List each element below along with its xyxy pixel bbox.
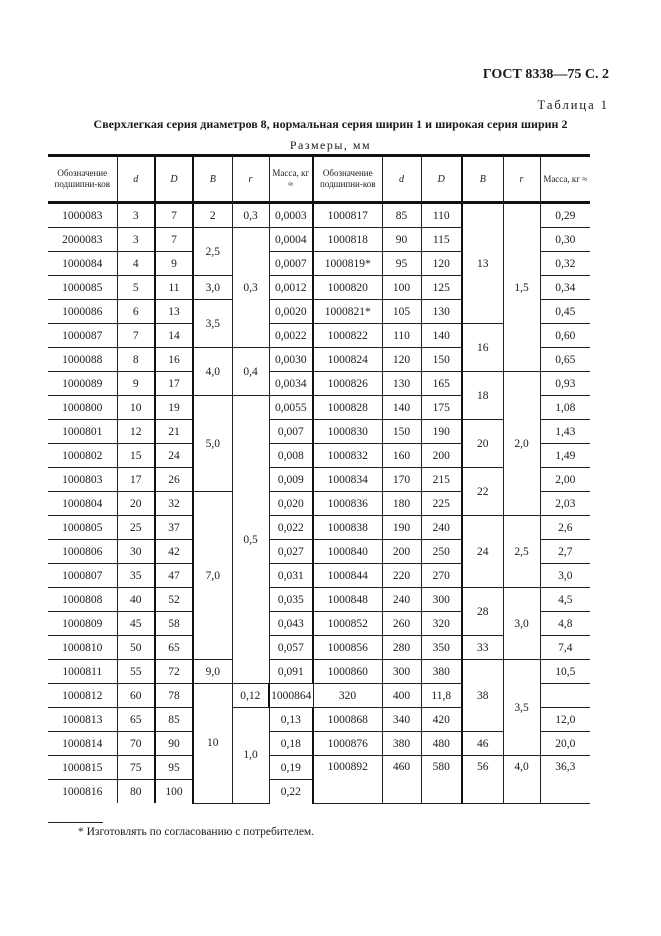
code-cell: 1000083 (48, 203, 117, 228)
D-cell: 215 (421, 468, 462, 492)
mass-cell: 2,7 (540, 540, 590, 564)
D-cell: 14 (155, 324, 193, 348)
D-cell: 32 (155, 492, 193, 516)
d-cell: 340 (382, 708, 421, 732)
D-cell: 7 (155, 203, 193, 228)
D-cell: 350 (421, 636, 462, 660)
mass-cell: 2,6 (540, 516, 590, 540)
code-cell: 1000816 (48, 780, 117, 804)
B-cell: 3,5 (193, 300, 232, 348)
d-cell: 85 (382, 203, 421, 228)
d-cell: 280 (382, 636, 421, 660)
code-cell: 1000860 (313, 660, 382, 684)
d-cell: 160 (382, 444, 421, 468)
mass-cell: 0,18 (269, 732, 313, 756)
code-cell: 1000864 (269, 684, 313, 708)
code-cell: 1000809 (48, 612, 117, 636)
code-cell: 1000815 (48, 756, 117, 780)
mass-cell: 0,043 (269, 612, 313, 636)
code-cell: 1000832 (313, 444, 382, 468)
mass-cell: 0,12 (232, 684, 269, 708)
D-cell: 320 (421, 612, 462, 636)
mass-cell: 0,009 (269, 468, 313, 492)
d-cell: 7 (117, 324, 155, 348)
d-cell: 240 (382, 588, 421, 612)
d-cell: 10 (117, 396, 155, 420)
col-B-2: B (462, 156, 503, 203)
d-cell: 170 (382, 468, 421, 492)
d-cell: 12 (117, 420, 155, 444)
code-cell: 1000801 (48, 420, 117, 444)
code-cell: 1000807 (48, 564, 117, 588)
d-cell: 3 (117, 203, 155, 228)
d-cell: 100 (382, 276, 421, 300)
d-cell: 320 (313, 684, 382, 708)
B-cell: 13 (462, 203, 503, 324)
D-cell: 78 (155, 684, 193, 708)
B-cell: 18 (462, 372, 503, 420)
d-cell: 17 (117, 468, 155, 492)
D-cell: 26 (155, 468, 193, 492)
B-cell: 4,0 (193, 348, 232, 396)
D-cell: 9 (155, 252, 193, 276)
table-row (48, 756, 590, 780)
mass-cell: 0,007 (269, 420, 313, 444)
D-cell: 175 (421, 396, 462, 420)
D-cell: 115 (421, 228, 462, 252)
D-cell: 190 (421, 420, 462, 444)
code-cell: 1000834 (313, 468, 382, 492)
r-cell: 2,5 (503, 516, 540, 588)
B-cell: 56 (462, 756, 503, 804)
code-cell: 1000892 (313, 756, 382, 804)
D-cell: 420 (421, 708, 462, 732)
col-D-2: D (421, 156, 462, 203)
code-cell: 1000810 (48, 636, 117, 660)
D-cell: 19 (155, 396, 193, 420)
d-cell: 140 (382, 396, 421, 420)
code-cell: 1000844 (313, 564, 382, 588)
D-cell: 225 (421, 492, 462, 516)
d-cell: 70 (117, 732, 155, 756)
mass-cell: 0,0012 (269, 276, 313, 300)
D-cell: 110 (421, 203, 462, 228)
r-cell: 0,4 (232, 348, 269, 396)
D-cell: 24 (155, 444, 193, 468)
code-cell: 1000805 (48, 516, 117, 540)
mass-cell: 0,22 (269, 780, 313, 804)
table-row (48, 372, 590, 396)
mass-cell: 0,0020 (269, 300, 313, 324)
B-cell: 9,0 (193, 660, 232, 684)
mass-cell: 0,45 (540, 300, 590, 324)
mass-cell: 0,60 (540, 324, 590, 348)
d-cell: 45 (117, 612, 155, 636)
table-row (48, 516, 590, 540)
mass-cell: 0,027 (269, 540, 313, 564)
mass-cell: 0,020 (269, 492, 313, 516)
D-cell: 42 (155, 540, 193, 564)
B-cell: 7,0 (193, 492, 232, 660)
r-cell: 0,3 (232, 228, 269, 348)
D-cell: 17 (155, 372, 193, 396)
D-cell: 7 (155, 228, 193, 252)
col-B: B (193, 156, 232, 203)
mass-cell: 0,057 (269, 636, 313, 660)
B-cell: 24 (462, 516, 503, 588)
code-cell: 1000817 (313, 203, 382, 228)
code-cell: 1000822 (313, 324, 382, 348)
r-cell: 1,5 (503, 203, 540, 372)
r-cell: 0,5 (232, 396, 269, 684)
mass-cell: 0,008 (269, 444, 313, 468)
D-cell: 13 (155, 300, 193, 324)
mass-cell: 10,5 (540, 660, 590, 684)
table-row (48, 203, 590, 228)
r-cell: 3,5 (503, 660, 540, 756)
D-cell: 165 (421, 372, 462, 396)
D-cell: 120 (421, 252, 462, 276)
D-cell: 480 (421, 732, 462, 756)
d-cell: 5 (117, 276, 155, 300)
B-cell: 10 (193, 684, 232, 804)
code-cell: 1000824 (313, 348, 382, 372)
mass-cell: 0,0034 (269, 372, 313, 396)
B-cell: 3,0 (193, 276, 232, 300)
D-cell: 270 (421, 564, 462, 588)
mass-cell: 36,3 (540, 756, 590, 804)
mass-cell: 2,00 (540, 468, 590, 492)
code-cell: 1000806 (48, 540, 117, 564)
mass-cell: 0,13 (269, 708, 313, 732)
D-cell: 250 (421, 540, 462, 564)
d-cell: 300 (382, 660, 421, 684)
d-cell: 130 (382, 372, 421, 396)
table-title: Сверхлегкая серия диаметров 8, нормальная серия ширин 1 и широкая серия ширин 2 (93, 117, 568, 131)
D-cell: 52 (155, 588, 193, 612)
d-cell: 90 (382, 228, 421, 252)
B-cell: 33 (462, 636, 503, 660)
B-cell: 20 (462, 420, 503, 468)
mass-cell: 0,32 (540, 252, 590, 276)
B-cell: 5,0 (193, 396, 232, 492)
D-cell: 240 (421, 516, 462, 540)
footnote-divider (48, 822, 103, 823)
code-cell: 1000811 (48, 660, 117, 684)
code-cell: 1000840 (313, 540, 382, 564)
col-r: r (232, 156, 269, 203)
B-cell: 16 (462, 324, 503, 372)
code-cell: 1000838 (313, 516, 382, 540)
code-cell: 1000085 (48, 276, 117, 300)
mass-cell: 0,19 (269, 756, 313, 780)
mass-cell: 0,0055 (269, 396, 313, 420)
d-cell: 200 (382, 540, 421, 564)
code-cell: 1000820 (313, 276, 382, 300)
D-cell: 90 (155, 732, 193, 756)
code-cell: 1000814 (48, 732, 117, 756)
code-cell: 1000818 (313, 228, 382, 252)
col-mass: Масса, кг ≈ (269, 156, 313, 203)
col-D: D (155, 156, 193, 203)
d-cell: 65 (117, 708, 155, 732)
D-cell: 85 (155, 708, 193, 732)
d-cell: 80 (117, 780, 155, 804)
D-cell: 37 (155, 516, 193, 540)
mass-cell: 0,091 (269, 660, 313, 684)
mass-cell: 1,49 (540, 444, 590, 468)
header-row (48, 156, 590, 203)
d-cell: 260 (382, 612, 421, 636)
mass-cell: 1,08 (540, 396, 590, 420)
code-cell: 1000086 (48, 300, 117, 324)
d-cell: 50 (117, 636, 155, 660)
code-cell: 2000083 (48, 228, 117, 252)
mass-cell: 0,65 (540, 348, 590, 372)
code-cell: 1000876 (313, 732, 382, 756)
r-cell: 3,0 (503, 588, 540, 660)
mass-cell: 0,93 (540, 372, 590, 396)
col-code: Обозначение подшипни-ков (48, 156, 117, 203)
D-cell: 200 (421, 444, 462, 468)
code-cell: 1000828 (313, 396, 382, 420)
code-cell: 1000813 (48, 708, 117, 732)
bearings-table (48, 154, 590, 804)
D-cell: 130 (421, 300, 462, 324)
B-cell: 2 (193, 203, 232, 228)
D-cell: 72 (155, 660, 193, 684)
mass-cell: 0,031 (269, 564, 313, 588)
mass-cell: 12,0 (540, 708, 590, 732)
D-cell: 380 (421, 660, 462, 684)
code-cell: 1000852 (313, 612, 382, 636)
d-cell: 3 (117, 228, 155, 252)
B-cell: 22 (462, 468, 503, 516)
D-cell: 400 (382, 684, 421, 708)
mass-cell: 0,0022 (269, 324, 313, 348)
code-cell: 1000089 (48, 372, 117, 396)
D-cell: 11 (155, 276, 193, 300)
code-cell: 1000808 (48, 588, 117, 612)
B-cell: 2,5 (193, 228, 232, 276)
D-cell: 16 (155, 348, 193, 372)
table-row (48, 660, 590, 684)
d-cell: 220 (382, 564, 421, 588)
code-cell: 1000821* (313, 300, 382, 324)
code-cell: 1000848 (313, 588, 382, 612)
D-cell: 150 (421, 348, 462, 372)
D-cell: 580 (421, 756, 462, 804)
r-cell: 4,0 (503, 756, 540, 804)
d-cell: 95 (382, 252, 421, 276)
d-cell: 30 (117, 540, 155, 564)
col-d-2: d (382, 156, 421, 203)
d-cell: 40 (117, 588, 155, 612)
d-cell: 75 (117, 756, 155, 780)
D-cell: 58 (155, 612, 193, 636)
d-cell: 8 (117, 348, 155, 372)
d-cell: 6 (117, 300, 155, 324)
mass-cell: 2,03 (540, 492, 590, 516)
B-cell: 28 (462, 588, 503, 636)
mass-cell: 0,29 (540, 203, 590, 228)
D-cell: 95 (155, 756, 193, 780)
mass-cell: 7,4 (540, 636, 590, 660)
code-cell: 1000084 (48, 252, 117, 276)
D-cell: 300 (421, 588, 462, 612)
d-cell: 105 (382, 300, 421, 324)
D-cell: 140 (421, 324, 462, 348)
code-cell: 1000088 (48, 348, 117, 372)
d-cell: 60 (117, 684, 155, 708)
code-cell: 1000803 (48, 468, 117, 492)
standard-number: ГОСТ 8338—75 С. 2 (482, 67, 609, 82)
table-row (48, 588, 590, 612)
d-cell: 150 (382, 420, 421, 444)
d-cell: 55 (117, 660, 155, 684)
D-cell: 21 (155, 420, 193, 444)
code-cell: 1000819* (313, 252, 382, 276)
mass-cell: 4,8 (540, 612, 590, 636)
col-mass-2: Масса, кг ≈ (540, 156, 590, 203)
code-cell: 1000800 (48, 396, 117, 420)
code-cell: 1000826 (313, 372, 382, 396)
code-cell: 1000868 (313, 708, 382, 732)
d-cell: 180 (382, 492, 421, 516)
col-d: d (117, 156, 155, 203)
mass-cell: 0,0030 (269, 348, 313, 372)
mass-cell: 0,0007 (269, 252, 313, 276)
d-cell: 15 (117, 444, 155, 468)
mass-cell: 20,0 (540, 732, 590, 756)
mass-cell: 0,0003 (269, 203, 313, 228)
d-cell: 110 (382, 324, 421, 348)
mass-cell: 0,022 (269, 516, 313, 540)
d-cell: 4 (117, 252, 155, 276)
d-cell: 190 (382, 516, 421, 540)
d-cell: 20 (117, 492, 155, 516)
mass-cell: 0,30 (540, 228, 590, 252)
mass-cell: 11,8 (421, 684, 462, 708)
col-code-2: Обозначение подшипни-ков (313, 156, 382, 203)
col-r-2: r (503, 156, 540, 203)
mass-cell: 0,035 (269, 588, 313, 612)
footnote: * Изготовлять по согласованию с потребителем. (78, 826, 315, 838)
code-cell: 1000830 (313, 420, 382, 444)
units-caption: Размеры, мм (289, 138, 372, 152)
d-cell: 9 (117, 372, 155, 396)
mass-cell: 4,5 (540, 588, 590, 612)
mass-cell: 1,43 (540, 420, 590, 444)
B-cell: 38 (462, 660, 503, 732)
d-cell: 380 (382, 732, 421, 756)
D-cell: 47 (155, 564, 193, 588)
d-cell: 35 (117, 564, 155, 588)
table-label: Таблица 1 (537, 98, 609, 112)
r-cell: 1,0 (232, 708, 269, 804)
mass-cell: 0,34 (540, 276, 590, 300)
code-cell: 1000802 (48, 444, 117, 468)
code-cell: 1000836 (313, 492, 382, 516)
D-cell: 100 (155, 780, 193, 804)
r-cell: 2,0 (503, 372, 540, 516)
r-cell: 0,3 (232, 203, 269, 228)
mass-cell: 0,0004 (269, 228, 313, 252)
code-cell: 1000812 (48, 684, 117, 708)
d-cell: 25 (117, 516, 155, 540)
D-cell: 65 (155, 636, 193, 660)
code-cell: 1000804 (48, 492, 117, 516)
D-cell: 125 (421, 276, 462, 300)
code-cell: 1000087 (48, 324, 117, 348)
d-cell: 120 (382, 348, 421, 372)
code-cell: 1000856 (313, 636, 382, 660)
B-cell: 46 (462, 732, 503, 756)
mass-cell: 3,0 (540, 564, 590, 588)
d-cell: 460 (382, 756, 421, 804)
